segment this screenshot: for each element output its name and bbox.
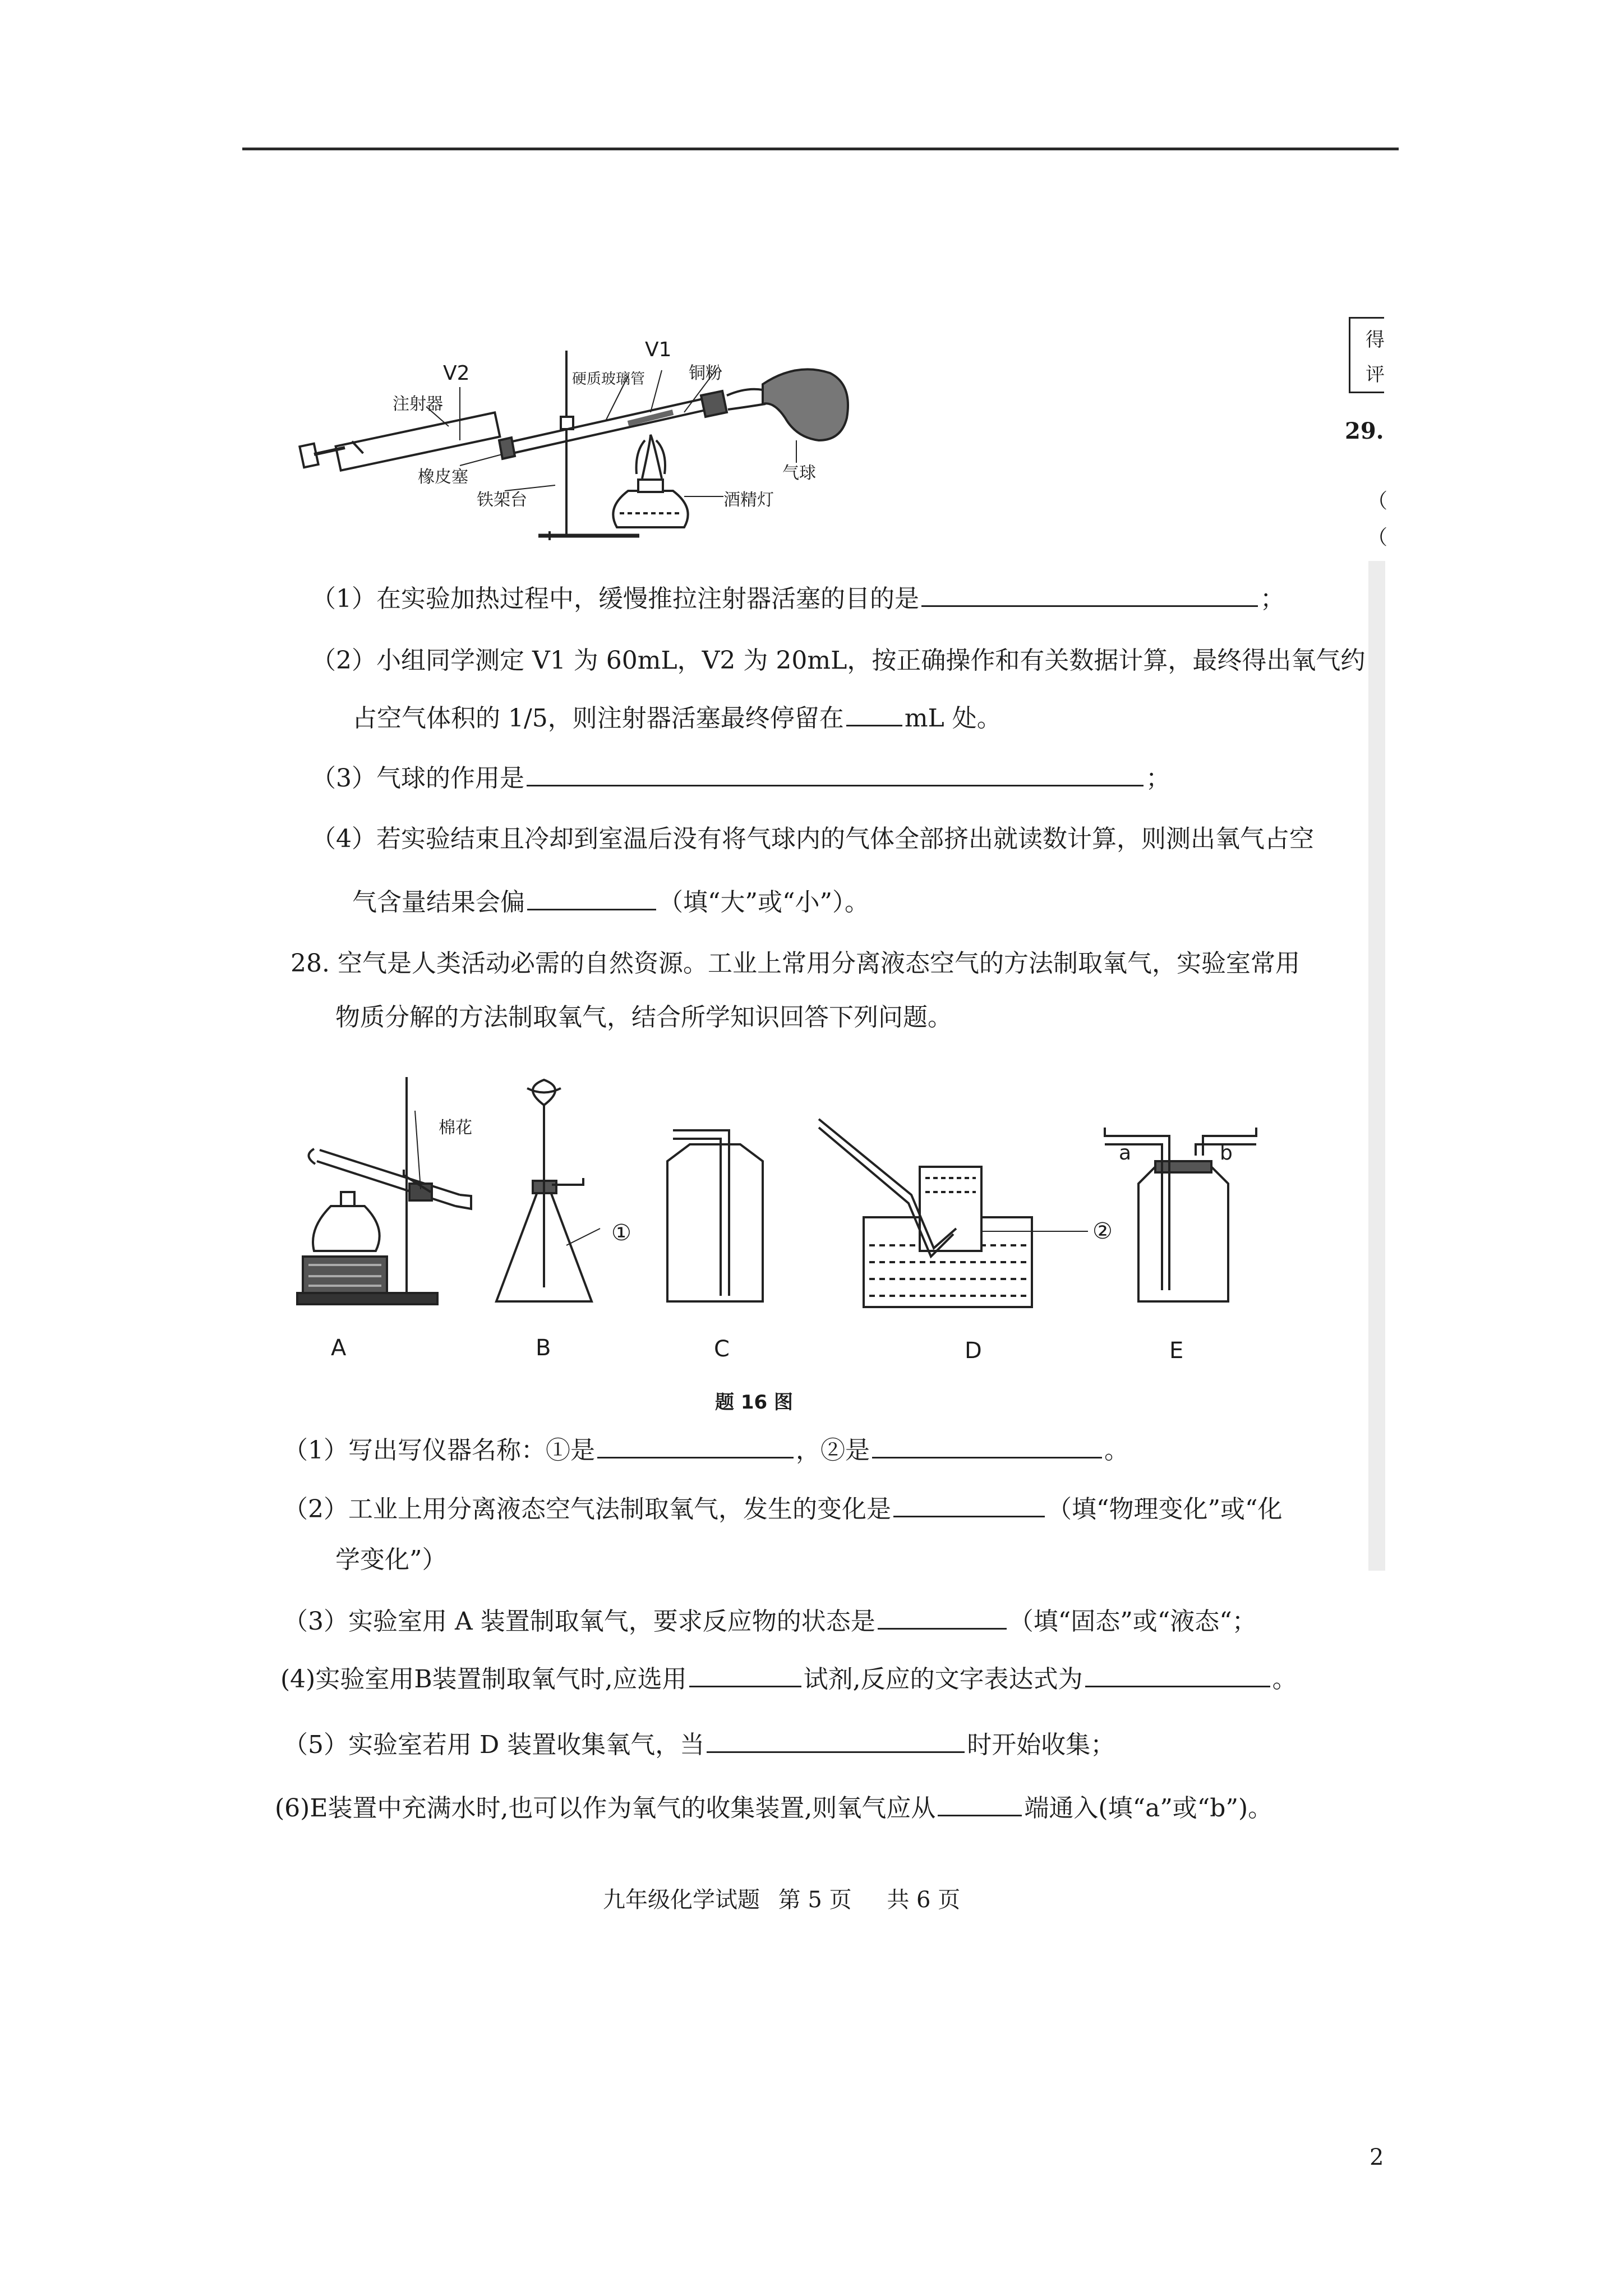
page-number: 2 xyxy=(1370,2145,1384,2170)
a-stand-base xyxy=(297,1293,437,1304)
answer-blank[interactable] xyxy=(846,724,902,726)
label-rubber-stopper: 橡皮塞 xyxy=(418,467,468,487)
label-glass-tube: 硬质玻璃管 xyxy=(572,371,645,388)
answer-blank[interactable] xyxy=(878,1627,1007,1630)
label-circle1: ① xyxy=(611,1220,631,1246)
side-score-label: 得 xyxy=(1366,329,1385,351)
answer-blank[interactable] xyxy=(938,1814,1022,1816)
answer-blank[interactable] xyxy=(527,784,1144,786)
q28-part1-end: 。 xyxy=(1104,1436,1129,1465)
footer-page: 第 5 页 xyxy=(778,1887,852,1913)
q28-part3-pre: （3）实验室用 A 装置制取氧气，要求反应物的状态是 xyxy=(283,1607,875,1636)
q28-part3-post: （填“固态”或“液态“； xyxy=(1008,1607,1257,1636)
footer xyxy=(603,1882,960,1914)
q27-part2-pre: 占空气体积的 1/5，则注射器活塞最终停留在 xyxy=(352,704,844,733)
label-v1: V1 xyxy=(645,338,672,361)
q28-part4-end: 。 xyxy=(1272,1665,1297,1694)
a-wood-block xyxy=(303,1257,387,1293)
q28-part5 xyxy=(283,1731,1115,1760)
q27-part3-text: （3）气球的作用是 xyxy=(311,764,524,793)
q27-part2-line2 xyxy=(352,704,1002,734)
a-test-tube xyxy=(317,1150,460,1206)
q28-part1-pre: （1）写出写仪器名称：①是 xyxy=(283,1436,595,1465)
q28-part4-mid: 试剂,反应的文字表达式为 xyxy=(803,1665,1083,1694)
label-apparatus-e: E xyxy=(1169,1338,1184,1364)
q28-part6-pre: (6)E装置中充满水时,也可以作为氧气的收集装置,则氧气应从 xyxy=(275,1794,936,1823)
answer-blank[interactable] xyxy=(893,1515,1045,1517)
balloon-shape xyxy=(763,369,848,440)
q28-part5-pre: （5）实验室若用 D 装置收集氧气，当 xyxy=(283,1731,705,1759)
label-port-a: a xyxy=(1119,1142,1132,1165)
c-gas-jar xyxy=(667,1144,763,1301)
answer-blank[interactable] xyxy=(921,605,1258,607)
side-q29: 29. xyxy=(1345,418,1384,444)
q28-part2-line2: 学变化”） xyxy=(335,1545,447,1574)
answer-blank[interactable] xyxy=(689,1685,801,1687)
figure-oxygen-apparatus-set xyxy=(280,1066,1267,1329)
label-apparatus-a: A xyxy=(331,1335,347,1361)
q27-part3-end: ； xyxy=(1146,764,1170,793)
q28-part6-post: 端通入(填“a”或“b”)。 xyxy=(1024,1794,1273,1823)
right-edge-bleed xyxy=(1368,561,1385,1571)
label-copper: 铜粉 xyxy=(689,364,722,383)
q27-part1-end: ； xyxy=(1260,585,1285,613)
answer-blank[interactable] xyxy=(872,1456,1102,1458)
footer-title: 九年级化学试题 xyxy=(603,1887,760,1913)
label-lamp: 酒精灯 xyxy=(723,490,774,510)
q28-part2-line1 xyxy=(283,1495,1282,1525)
figure-copper-oxygen-apparatus xyxy=(292,328,864,553)
q27-part2-line1: （2）小组同学测定 V1 为 60mL，V2 为 20mL，按正确操作和有关数据计算，最终得出氧气约 xyxy=(311,646,1366,675)
label-circle2: ② xyxy=(1092,1218,1113,1244)
figure-caption: 题 16 图 xyxy=(715,1391,793,1414)
q28-part1 xyxy=(283,1436,1129,1466)
label-apparatus-c: C xyxy=(714,1336,730,1362)
answer-blank[interactable] xyxy=(1085,1685,1270,1687)
q28-part3 xyxy=(283,1607,1257,1637)
q27-part4-pre: 气含量结果会偏 xyxy=(352,888,525,917)
label-balloon: 气球 xyxy=(782,463,816,483)
label-cotton: 棉花 xyxy=(439,1118,472,1138)
q28-part6 xyxy=(275,1794,1272,1824)
side-part2: （ xyxy=(1367,526,1388,549)
label-stand: 铁架台 xyxy=(477,490,527,510)
footer-total: 共 6 页 xyxy=(887,1887,961,1913)
answer-blank[interactable] xyxy=(527,908,656,910)
label-port-b: b xyxy=(1220,1142,1233,1165)
q28-part2-post: （填“物理变化”或“化 xyxy=(1047,1495,1283,1524)
q28-part4-pre: (4)实验室用B装置制取氧气时,应选用 xyxy=(280,1665,687,1694)
side-review-label: 评 xyxy=(1366,364,1385,386)
label-apparatus-b: B xyxy=(536,1335,551,1361)
q28-part5-post: 时开始收集； xyxy=(967,1731,1115,1759)
e-bottle xyxy=(1138,1167,1228,1301)
q27-part3 xyxy=(311,764,1170,794)
q27-part1 xyxy=(311,585,1285,614)
q28-intro-line1: 28. 空气是人类活动必需的自然资源。工业上常用分离液态空气的方法制取氧气，实验室常用 xyxy=(291,949,1300,978)
q28-part1-mid: ，②是 xyxy=(796,1436,870,1465)
q27-part4-line2 xyxy=(352,888,869,918)
q27-part2-post: mL 处。 xyxy=(904,704,1002,733)
side-part1: （ xyxy=(1367,490,1388,513)
answer-blank[interactable] xyxy=(707,1751,965,1753)
q27-part4-post: （填“大”或“小”）。 xyxy=(658,888,869,917)
q27-part1-text: （1）在实验加热过程中，缓慢推拉注射器活塞的目的是 xyxy=(311,585,919,613)
label-syringe: 注射器 xyxy=(393,394,443,414)
q28-part2-pre: （2）工业上用分离液态空气法制取氧气，发生的变化是 xyxy=(283,1495,891,1524)
q28-part4 xyxy=(280,1665,1297,1695)
header-rule xyxy=(242,148,1399,150)
answer-blank[interactable] xyxy=(597,1456,794,1458)
label-apparatus-d: D xyxy=(965,1338,982,1364)
label-v2: V2 xyxy=(443,362,470,385)
q28-intro-line2: 物质分解的方法制取氧气，结合所学知识回答下列问题。 xyxy=(335,1003,952,1032)
q27-part4-line1: （4）若实验结束且冷却到室温后没有将气球内的气体全部挤出就读数计算，则测出氧气占空 xyxy=(311,825,1314,853)
